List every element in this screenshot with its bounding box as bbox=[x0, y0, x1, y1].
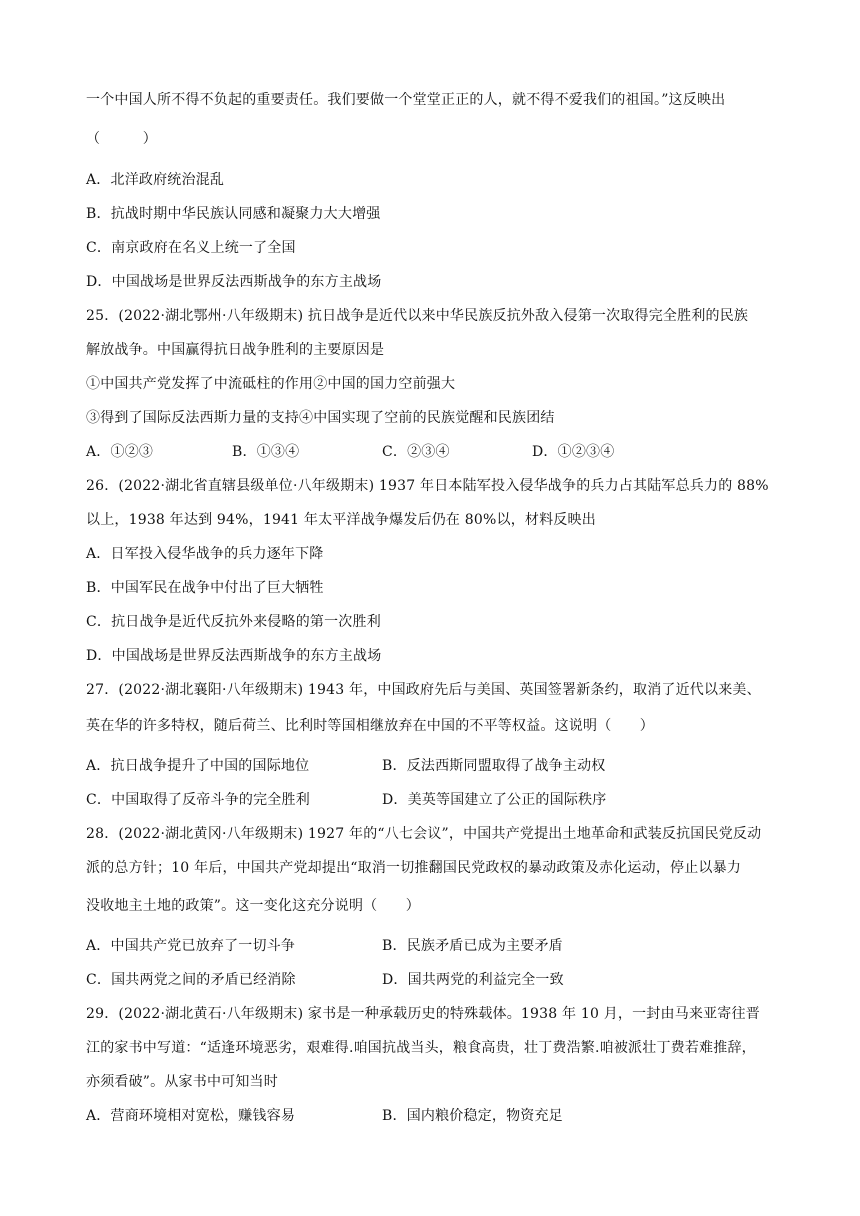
q24-option-b: B．抗战时期中华民族认同感和凝聚力大大增强 bbox=[86, 206, 381, 222]
q25-option-a: A．①②③ bbox=[86, 444, 154, 460]
q29-stem-line-3: 亦须看破”。从家书中可知当时 bbox=[86, 1074, 278, 1090]
q29-stem-line-1: 29．(2022·湖北黄石·八年级期末) 家书是一种承载历史的特殊载体。1938 年 10 月，一封由马来亚寄往晋 bbox=[86, 1006, 760, 1022]
q25-option-d: D．①②③④ bbox=[532, 444, 615, 460]
q24-stem-line: 一个中国人所不得不负起的重要责任。我们要做一个堂堂正正的人，就不得不爱我们的祖国。”这反映出 bbox=[86, 92, 726, 108]
q28-option-d: D．国共两党的利益完全一致 bbox=[382, 972, 564, 988]
q27-option-b: B．反法西斯同盟取得了战争主动权 bbox=[382, 758, 606, 774]
q26-option-d: D．中国战场是世界反法西斯战争的东方主战场 bbox=[86, 648, 382, 664]
q25-option-b: B．①③④ bbox=[232, 444, 300, 460]
q26-option-c: C．抗日战争是近代反抗外来侵略的第一次胜利 bbox=[86, 614, 381, 630]
q26-option-a: A．日军投入侵华战争的兵力逐年下降 bbox=[86, 546, 324, 562]
q25-item-2: ③得到了国际反法西斯力量的支持④中国实现了空前的民族觉醒和民族团结 bbox=[86, 410, 555, 426]
q25-option-c: C．②③④ bbox=[382, 444, 450, 460]
q28-option-c: C．国共两党之间的矛盾已经消除 bbox=[86, 972, 296, 988]
q27-option-a: A．抗日战争提升了中国的国际地位 bbox=[86, 758, 310, 774]
q27-option-d: D．美英等国建立了公正的国际秩序 bbox=[382, 792, 607, 808]
q28-stem-line-2: 派的总方针；10 年后，中国共产党却提出“取消一切推翻国民党政权的暴动政策及赤化运动，停止以暴力 bbox=[86, 860, 742, 876]
q29-option-a: A．营商环境相对宽松，赚钱容易 bbox=[86, 1108, 296, 1124]
q27-option-c: C．中国取得了反帝斗争的完全胜利 bbox=[86, 792, 310, 808]
q24-option-c: C．南京政府在名义上统一了全国 bbox=[86, 240, 296, 256]
q26-stem-line-2: 以上，1938 年达到 94%，1941 年太平洋战争爆发后仍在 80%以，材料反映出 bbox=[86, 512, 596, 528]
q27-stem-line-2: 英在华的许多特权，随后荷兰、比利时等国相继放弃在中国的不平等权益。这说明（ ） bbox=[86, 718, 654, 734]
q24-option-a: A．北洋政府统治混乱 bbox=[86, 172, 225, 188]
q27-stem-line-1: 27．(2022·湖北襄阳·八年级期末) 1943 年，中国政府先后与美国、英国签署新条约，取消了近代以来美、 bbox=[86, 682, 761, 698]
q28-option-a: A．中国共产党已放弃了一切斗争 bbox=[86, 938, 296, 954]
q26-stem-line-1: 26．(2022·湖北省直辖县级单位·八年级期末) 1937 年日本陆军投入侵华战争的兵力占其陆军总兵力的 88% bbox=[86, 478, 769, 494]
q28-stem-line-3: 没收地主土地的政策”。这一变化这充分说明（ ） bbox=[86, 898, 420, 914]
q24-answer-blank: （ ） bbox=[86, 131, 157, 147]
q24-option-d: D．中国战场是世界反法西斯战争的东方主战场 bbox=[86, 274, 382, 290]
q25-stem-line-1: 25．(2022·湖北鄂州·八年级期末) 抗日战争是近代以来中华民族反抗外敌入侵第一次取得完全胜利的民族 bbox=[86, 308, 749, 324]
q28-stem-line-1: 28．(2022·湖北黄冈·八年级期末) 1927 年的“八七会议”，中国共产党提出土地革命和武装反抗国民党反动 bbox=[86, 826, 762, 842]
q26-option-b: B．中国军民在战争中付出了巨大牺牲 bbox=[86, 580, 324, 596]
q28-option-b: B．民族矛盾已成为主要矛盾 bbox=[382, 938, 563, 954]
q25-stem-line-2: 解放战争。中国赢得抗日战争胜利的主要原因是 bbox=[86, 342, 385, 358]
q29-option-b: B．国内粮价稳定，物资充足 bbox=[382, 1108, 563, 1124]
q25-item-1: ①中国共产党发挥了中流砥柱的作用②中国的国力空前强大 bbox=[86, 376, 456, 392]
q29-stem-line-2: 江的家书中写道：“适逢环境恶劣，艰难得.咱国抗战当头，粮食高贵，壮丁费浩繁.咱被派壮丁费若难推辞， bbox=[86, 1040, 756, 1056]
